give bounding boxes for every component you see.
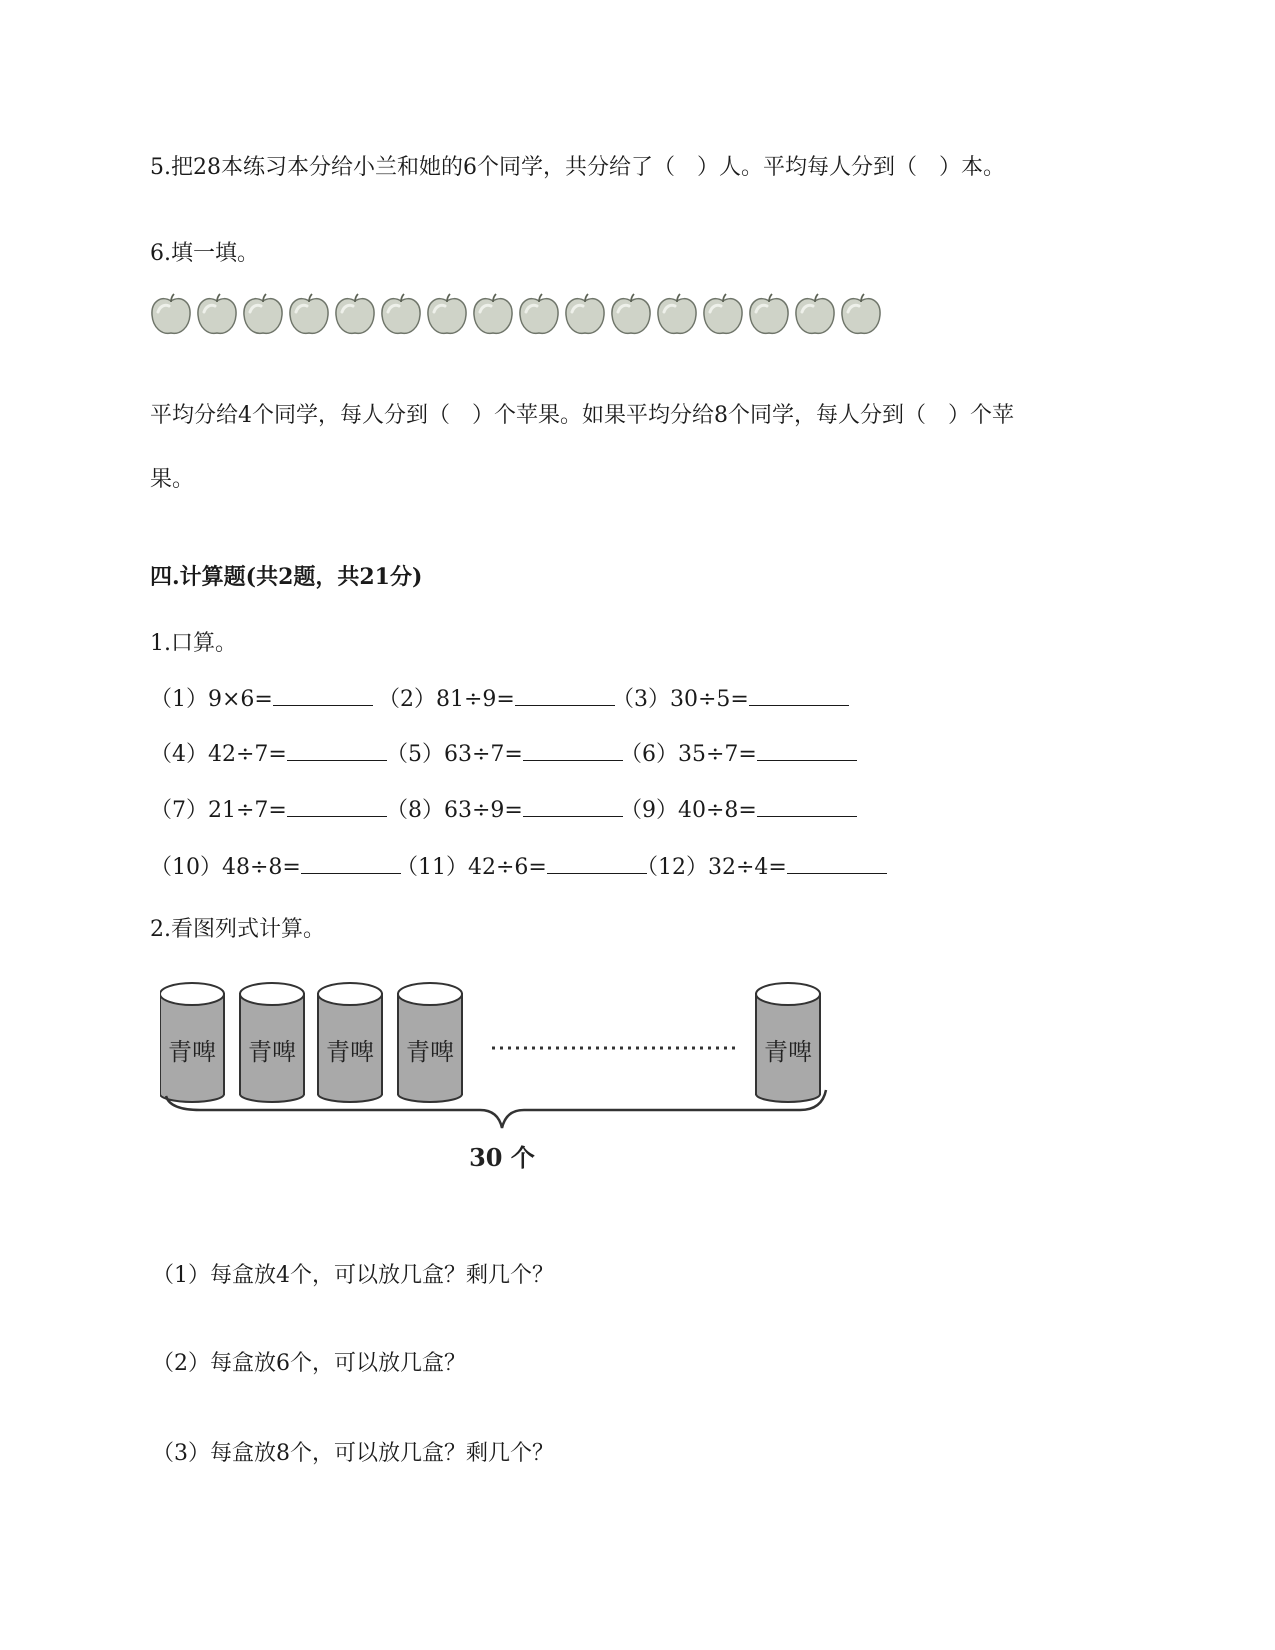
calc-item: （6）35÷7=: [620, 737, 857, 768]
total-label: 30 个: [469, 1143, 535, 1172]
can: [756, 983, 820, 1102]
apple-icon: [562, 292, 608, 338]
apple-icon: [148, 292, 194, 338]
can-label: 青啤: [168, 1038, 216, 1066]
sub-question-3: （3）每盒放8个，可以放几盒？剩几个？: [152, 1441, 554, 1466]
calc-item: （12）32÷4=: [636, 850, 887, 881]
calc-item: （5）63÷7=: [386, 737, 623, 768]
calc-item: （10）48÷8=: [150, 850, 401, 881]
can-label: 青啤: [764, 1038, 812, 1066]
figure-title: 2.看图列式计算。: [150, 917, 325, 942]
apple-icon: [424, 292, 470, 338]
can: [160, 983, 224, 1102]
question-5: 5.把28本练习本分给小兰和她的6个同学，共分给了（ ）人。平均每人分到（ ）本。: [150, 155, 1005, 180]
section-title: 四.计算题(共2题，共21分): [150, 564, 423, 590]
can-label: 青啤: [406, 1038, 454, 1066]
can: [398, 983, 462, 1102]
apple-icon: [838, 292, 884, 338]
calc-item: （8）63÷9=: [386, 793, 623, 824]
apple-icon: [700, 292, 746, 338]
can-label: 青啤: [326, 1038, 374, 1066]
question-6-title: 6.填一填。: [150, 241, 259, 266]
apple-icon: [194, 292, 240, 338]
apple-icon: [470, 292, 516, 338]
apple-icon: [792, 292, 838, 338]
apple-icon: [608, 292, 654, 338]
sub-question-1: （1）每盒放4个，可以放几盒？剩几个？: [152, 1263, 554, 1288]
apple-icon: [240, 292, 286, 338]
calc-item: （4）42÷7=: [150, 737, 387, 768]
apple-row: [148, 292, 884, 338]
beer-can-figure: [160, 978, 870, 1188]
apple-icon: [332, 292, 378, 338]
apple-icon: [654, 292, 700, 338]
sub-question-2: （2）每盒放6个，可以放几盒？: [152, 1351, 466, 1376]
apple-icon: [746, 292, 792, 338]
apple-icon: [286, 292, 332, 338]
calc-item: （1）9×6=: [150, 682, 373, 713]
apple-icon: [378, 292, 424, 338]
apple-icon: [516, 292, 562, 338]
calc-item: （7）21÷7=: [150, 793, 387, 824]
question-6-text-line2: 果。: [150, 467, 195, 492]
calc-item: （2）81÷9=: [378, 682, 615, 713]
calc-item: （3）30÷5=: [612, 682, 849, 713]
calc-item: （11）42÷6=: [396, 850, 647, 881]
calc-item: （9）40÷8=: [620, 793, 857, 824]
can: [318, 983, 382, 1102]
can: [240, 983, 304, 1102]
can-label: 青啤: [248, 1038, 296, 1066]
question-6-text-line1: 平均分给4个同学，每人分到（ ）个苹果。如果平均分给8个同学，每人分到（ ）个苹: [150, 403, 1014, 428]
calc-title: 1.口算。: [150, 631, 237, 656]
